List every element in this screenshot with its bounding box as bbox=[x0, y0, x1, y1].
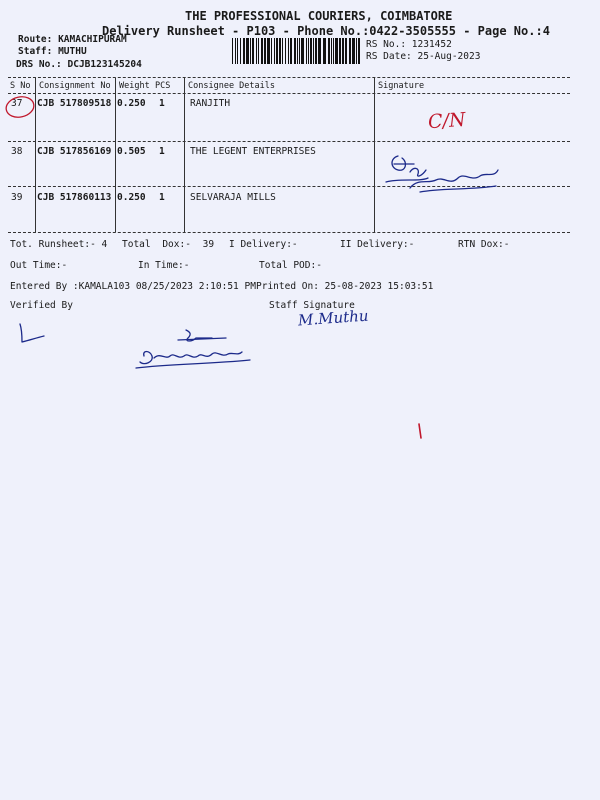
barcode-bar bbox=[276, 38, 278, 64]
barcode-bar bbox=[261, 38, 263, 64]
barcode-bar bbox=[299, 38, 300, 64]
company-title: THE PROFESSIONAL COURIERS, COIMBATORE bbox=[185, 9, 453, 23]
barcode-bar bbox=[333, 38, 334, 64]
col-header-consignment: Consignment No bbox=[39, 81, 111, 91]
col-header-weight: Weight bbox=[119, 81, 150, 91]
barcode-bar bbox=[237, 38, 238, 64]
route-label: Route: bbox=[18, 34, 53, 45]
col-header-consignee: Consignee Details bbox=[188, 81, 275, 91]
row-pcs: 1 bbox=[159, 146, 165, 157]
barcode-bar bbox=[310, 38, 312, 64]
barcode-bar bbox=[288, 38, 289, 64]
barcode-bar bbox=[235, 38, 236, 64]
row-weight: 0.505 bbox=[117, 146, 146, 157]
barcode-bar bbox=[274, 38, 275, 64]
table-bottom-rule bbox=[8, 232, 570, 233]
col-header-sno: S No bbox=[10, 81, 31, 91]
route-value: KAMACHIPURAM bbox=[58, 34, 127, 45]
row-weight: 0.250 bbox=[117, 98, 146, 109]
barcode-bar bbox=[331, 38, 332, 64]
barcode-bar bbox=[258, 38, 259, 64]
staff-signature-label: Staff Signature bbox=[269, 300, 355, 311]
rtn-dox: RTN Dox:- bbox=[458, 239, 510, 250]
total-dox: Total Dox:- 39 bbox=[122, 239, 215, 250]
row-consignee: RANJITH bbox=[190, 98, 231, 109]
barcode-bar bbox=[285, 38, 286, 64]
barcode-bar bbox=[356, 38, 357, 64]
barcode-bar bbox=[349, 38, 351, 64]
barcode-bar bbox=[358, 38, 360, 64]
verifier-signature bbox=[130, 326, 260, 376]
barcode-bar bbox=[328, 38, 330, 64]
row-sno: 37 bbox=[11, 98, 23, 109]
barcode-bar bbox=[308, 38, 309, 64]
row-sno: 39 bbox=[11, 192, 23, 203]
barcode-bar bbox=[345, 38, 347, 64]
drs-value: DCJB123145204 bbox=[67, 59, 142, 70]
verifier-initial-mark bbox=[10, 322, 50, 352]
ii-delivery: II Delivery:- bbox=[340, 239, 415, 250]
tot-runsheet: Tot. Runsheet:- 4 bbox=[10, 239, 108, 250]
barcode-bar bbox=[264, 38, 266, 64]
barcode-image bbox=[232, 38, 360, 64]
row-consignment: CJB 517809518 bbox=[37, 98, 112, 109]
red-circle-mark bbox=[2, 94, 42, 124]
row-divider bbox=[8, 141, 570, 142]
row-consignment: CJB 517856169 bbox=[37, 146, 112, 157]
barcode-bar bbox=[306, 38, 307, 64]
barcode-bar bbox=[315, 38, 317, 64]
barcode-bar bbox=[342, 38, 344, 64]
table-top-rule bbox=[8, 77, 570, 78]
barcode-bar bbox=[301, 38, 304, 64]
barcode-bar bbox=[279, 38, 281, 64]
rs-no-line bbox=[366, 39, 452, 50]
row-consignment: CJB 517860113 bbox=[37, 192, 112, 203]
cn-handwritten-note: C/N bbox=[427, 108, 467, 134]
staff-line bbox=[18, 46, 87, 57]
route-line bbox=[18, 34, 127, 45]
staff-label: Staff: bbox=[18, 46, 53, 57]
barcode-bar bbox=[352, 38, 355, 64]
rs-date-value: 25-Aug-2023 bbox=[417, 51, 481, 62]
barcode-bar bbox=[256, 38, 257, 64]
staff-handwritten-signature: M.Muthu bbox=[297, 306, 370, 330]
i-delivery: I Delivery:- bbox=[229, 239, 298, 250]
in-time: In Time:- bbox=[138, 260, 190, 271]
barcode-bar bbox=[246, 38, 249, 64]
rs-no-label: RS No.: bbox=[366, 39, 407, 50]
column-divider bbox=[115, 78, 116, 232]
barcode-bar bbox=[282, 38, 283, 64]
barcode-bar bbox=[267, 38, 270, 64]
rs-date-label: RS Date: bbox=[366, 51, 412, 62]
verified-by-label: Verified By bbox=[10, 300, 73, 311]
staff-value: MUTHU bbox=[58, 46, 87, 57]
row-pcs: 1 bbox=[159, 98, 165, 109]
barcode-bar bbox=[297, 38, 298, 64]
col-header-pcs: PCS bbox=[155, 81, 171, 91]
row-weight: 0.250 bbox=[117, 192, 146, 203]
barcode-bar bbox=[232, 38, 233, 64]
barcode-bar bbox=[335, 38, 338, 64]
printed-on: Printed On: 25-08-2023 15:03:51 bbox=[256, 281, 434, 292]
barcode-bar bbox=[250, 38, 251, 64]
barcode-bar bbox=[313, 38, 314, 64]
barcode-bar bbox=[290, 38, 292, 64]
out-time: Out Time:- bbox=[10, 260, 68, 271]
runsheet-title: Delivery Runsheet - P103 - Phone No.:0422-3505555 - Page No.:4 bbox=[102, 24, 550, 38]
total-pod: Total POD:- bbox=[259, 260, 322, 271]
barcode-bar bbox=[339, 38, 341, 64]
barcode-bar bbox=[318, 38, 321, 64]
drs-line bbox=[16, 59, 142, 70]
column-divider bbox=[184, 78, 185, 232]
barcode-bar bbox=[240, 38, 241, 64]
column-divider bbox=[374, 78, 375, 232]
red-tick-mark bbox=[416, 422, 426, 442]
barcode-bar bbox=[294, 38, 296, 64]
table-header-rule bbox=[8, 93, 570, 94]
rs-no-value: 1231452 bbox=[411, 39, 452, 50]
row-consignee: THE LEGENT ENTERPRISES bbox=[190, 146, 316, 157]
barcode-bar bbox=[252, 38, 254, 64]
consignee-signature-row38 bbox=[380, 148, 520, 198]
row-consignee: SELVARAJA MILLS bbox=[190, 192, 276, 203]
row-sno: 38 bbox=[11, 146, 23, 157]
rs-date-line bbox=[366, 51, 480, 62]
row-pcs: 1 bbox=[159, 192, 165, 203]
col-header-signature: Signature bbox=[378, 81, 425, 91]
entered-by: Entered By :KAMALA103 08/25/2023 2:10:51 PM bbox=[10, 281, 256, 292]
drs-label: DRS No.: bbox=[16, 59, 62, 70]
barcode-bar bbox=[243, 38, 245, 64]
barcode-bar bbox=[271, 38, 272, 64]
barcode-bar bbox=[323, 38, 326, 64]
